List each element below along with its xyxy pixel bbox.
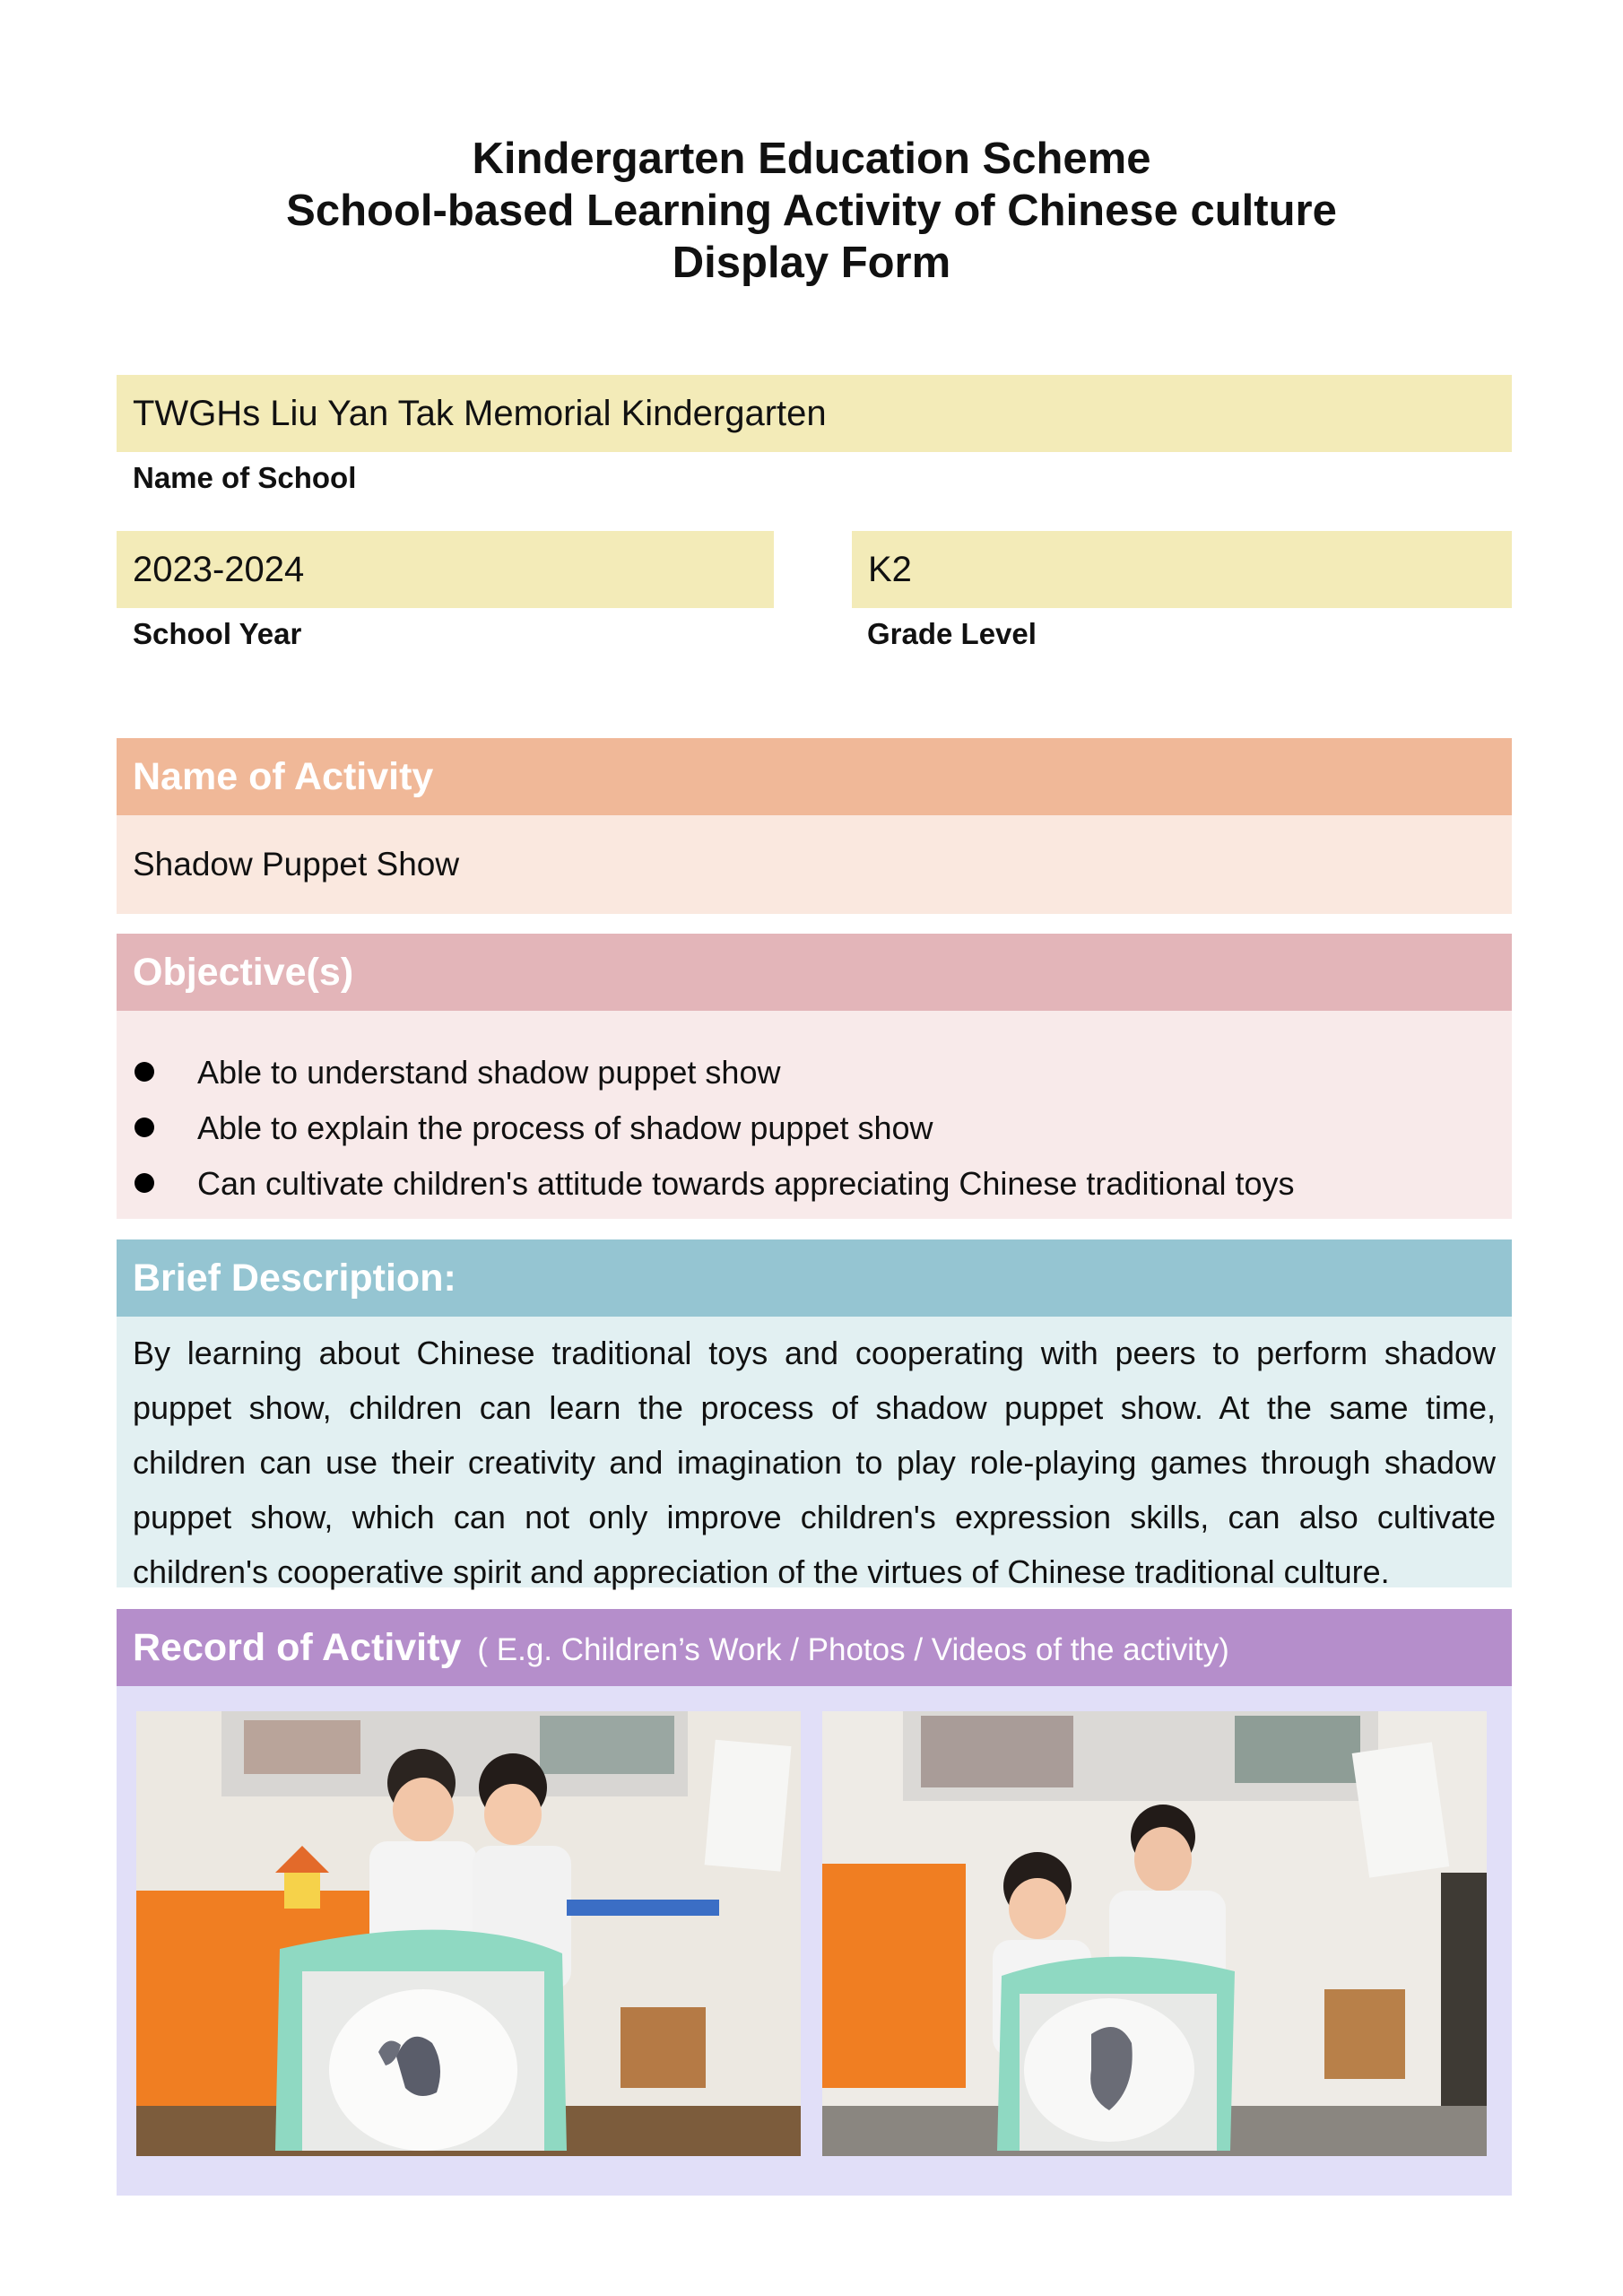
objective-item <box>117 1045 1512 1100</box>
school-year-label: School Year <box>133 617 302 650</box>
header-title-line3: Display Form <box>672 239 951 287</box>
header-title-line1: Kindergarten Education Scheme <box>472 135 1151 183</box>
activity-heading: Name of Activity <box>117 738 1512 815</box>
objective-text: Can cultivate children's attitude towards appreciating Chinese traditional toys <box>197 1165 1295 1202</box>
photo-1-image <box>136 1711 801 2156</box>
activity-photo-1 <box>136 1711 801 2156</box>
record-subtitle: ( E.g. Children’s Work / Photos / Videos of the activity) <box>477 1632 1229 1667</box>
objective-item <box>117 1156 1512 1212</box>
objectives-list <box>117 1011 1512 1212</box>
objective-item <box>117 1100 1512 1156</box>
record-title: Record of Activity <box>133 1626 462 1669</box>
school-name-label: Name of School <box>133 461 357 494</box>
activity-name: Shadow Puppet Show <box>133 846 460 883</box>
grade-level-label: Grade Level <box>867 617 1037 650</box>
objective-text: Able to understand shadow puppet show <box>197 1054 781 1091</box>
school-year-field: 2023-2024 <box>117 531 774 608</box>
bullet-icon <box>135 1173 154 1193</box>
record-heading <box>117 1609 1512 1686</box>
photo-2-image <box>822 1711 1487 2156</box>
objectives-heading: Objective(s) <box>117 934 1512 1011</box>
school-name-field: TWGHs Liu Yan Tak Memorial Kindergarten <box>117 375 1512 452</box>
activity-body <box>117 815 1512 914</box>
header-title-line2: School-based Learning Activity of Chinese culture <box>286 187 1337 235</box>
description-body <box>117 1317 1512 1590</box>
objectives-body <box>117 1011 1512 1219</box>
description-heading: Brief Description: <box>117 1239 1512 1317</box>
bullet-icon <box>135 1118 154 1137</box>
form-header <box>0 133 1623 289</box>
activity-photo-2 <box>822 1711 1487 2156</box>
grade-level-field: K2 <box>852 531 1512 608</box>
description-text: By learning about Chinese traditional toys and cooperating with peers to perform shadow puppet show, children can learn the process of shadow puppet show. At the same time, children can use their creativity and imagination to play role-playing games through shadow puppet show, which can not only improve children's expression skills, can also cultivate children's cooperative spirit and appreciation of the virtues of Chinese traditional culture. <box>133 1335 1496 1590</box>
objective-text: Able to explain the process of shadow puppet show <box>197 1109 933 1146</box>
bullet-icon <box>135 1062 154 1082</box>
